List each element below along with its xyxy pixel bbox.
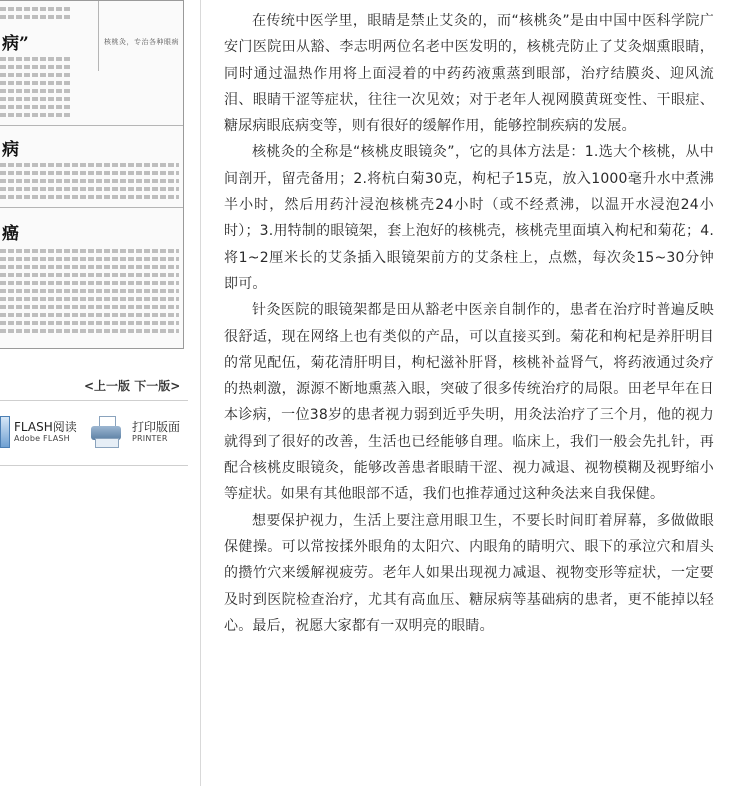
thumbnail-text-line [0, 313, 179, 317]
thumbnail-text-line [0, 281, 179, 285]
thumbnail-section-divider [0, 125, 183, 126]
thumbnail-text-line [0, 89, 70, 93]
thumbnail-text-line [0, 15, 70, 19]
next-page-link[interactable]: 下一版> [134, 379, 181, 393]
thumbnail-column-divider [98, 1, 99, 71]
thumbnail-text-line [0, 179, 179, 183]
thumbnail-text-line [0, 171, 179, 175]
flash-reader-sublabel: Adobe FLASH [14, 434, 70, 444]
thumbnail-text-line [0, 195, 179, 199]
printer-icon [90, 416, 124, 448]
article-paragraph: 核桃灸的全称是“核桃皮眼镜灸”，它的具体方法是：1.选大个核桃，从中间剖开，留壳备用；2.将杭白菊30克，枸杞子15克，放入1000毫升水中煮沸半小时，然后用药汁浸泡核桃壳24小时（或不经煮沸，以温开水浸泡24小时）；3.用特制的眼镜架，套上泡好的核桃壳，核桃壳里面填入枸杞和菊花；4.将1~2厘米长的艾条插入眼镜架前方的艾条柱上，点燃，每次灸15~30分钟即可。 [224, 144, 714, 292]
thumbnail-text-line [0, 257, 179, 261]
divider [0, 400, 188, 401]
thumbnail-text-line [0, 273, 179, 277]
article-paragraph: 针灸医院的眼镜架都是田从豁老中医亲自制作的，患者在治疗时普遍反映很舒适，现在网络上也有类似的产品，可以直接买到。菊花和枸杞是养肝明目的常见配伍，菊花清肝明目，枸杞滋补肝肾，核桃补益肾气，将药液通过灸疗的热刺激，源源不断地熏蒸入眼，突破了很多传统治疗的局限。田老早年在日本诊病，一位38岁的患者视力弱到近乎失明，用灸法治疗了三个月，他的视力就得到了很好的改善，生活也已经能够自理。临床上，我们一般会先扎针，再配合核桃皮眼镜灸，能够改善患者眼睛干涩、视力减退、视物模糊及视野缩小等症状。如果有其他眼部不适，我们也推荐通过这种灸法来自我保健。 [224, 302, 714, 503]
thumbnail-section-divider [0, 207, 183, 208]
thumbnail-text-line [0, 73, 70, 77]
flash-icon [0, 416, 10, 448]
thumbnail-headline: 癌 [2, 224, 19, 244]
thumbnail-text-line [0, 329, 179, 333]
prev-page-link[interactable]: <上一版 [84, 379, 131, 393]
thumbnail-text-line [0, 105, 70, 109]
flash-reader-label: FLASH阅读 [14, 419, 77, 434]
print-page-label: 打印版面 [132, 419, 181, 434]
thumbnail-text-line [0, 265, 179, 269]
thumbnail-caption: 核桃灸，专治各种眼病 [104, 38, 179, 46]
thumbnail-text-line [0, 163, 179, 167]
thumbnail-text-line [0, 113, 70, 117]
flash-reader-button[interactable] [0, 416, 77, 448]
article-paragraph: 想要保护视力，生活上要注意用眼卫生，不要长时间盯着屏幕，多做做眼保健操。可以常按揉外眼角的太阳穴、内眼角的睛明穴、眼下的承泣穴和眉头的攒竹穴来缓解视疲劳。老年人如果出现视力减退、视物变形等症状，一定要及时到医院检查治疗，尤其有高血压、糖尿病等基础病的患者，更不能掉以轻心。最后，祝愿大家都有一双明亮的眼睛。 [224, 512, 714, 634]
thumbnail-headline: 病 [2, 140, 19, 160]
thumbnail-headline: 病” [2, 34, 29, 54]
thumbnail-text-line [0, 249, 179, 253]
thumbnail-text-line [0, 289, 179, 293]
divider [0, 465, 188, 466]
thumbnail-text-line [0, 97, 70, 101]
article [200, 0, 750, 786]
thumbnail-text-line [0, 57, 70, 61]
article-body [224, 8, 714, 639]
thumbnail-text-line [0, 305, 179, 309]
left-sidebar [0, 0, 200, 786]
page-navigation [84, 377, 180, 394]
thumbnail-text-line [0, 297, 179, 301]
thumbnail-text-line [0, 65, 70, 69]
thumbnail-text-line [0, 187, 179, 191]
print-page-sublabel: PRINTER [132, 434, 168, 444]
thumbnail-text-line [0, 81, 70, 85]
newspaper-page-thumbnail[interactable] [0, 0, 184, 349]
thumbnail-text-line [0, 7, 70, 11]
print-page-button[interactable] [90, 416, 180, 448]
thumbnail-text-line [0, 321, 179, 325]
article-paragraph: 在传统中医学里，眼睛是禁止艾灸的，而“核桃灸”是由中国中医科学院广安门医院田从豁、李志明两位名老中医发明的，核桃壳防止了艾灸烟熏眼睛，同时通过温热作用将上面浸着的中药药液熏蒸到眼部，治疗结膜炎、迎风流泪、眼睛干涩等症状，往往一次见效；对于老年人视网膜黄斑变性、干眼症、糖尿病眼底病变等，则有很好的缓解作用，能够控制疾病的发展。 [224, 13, 714, 135]
